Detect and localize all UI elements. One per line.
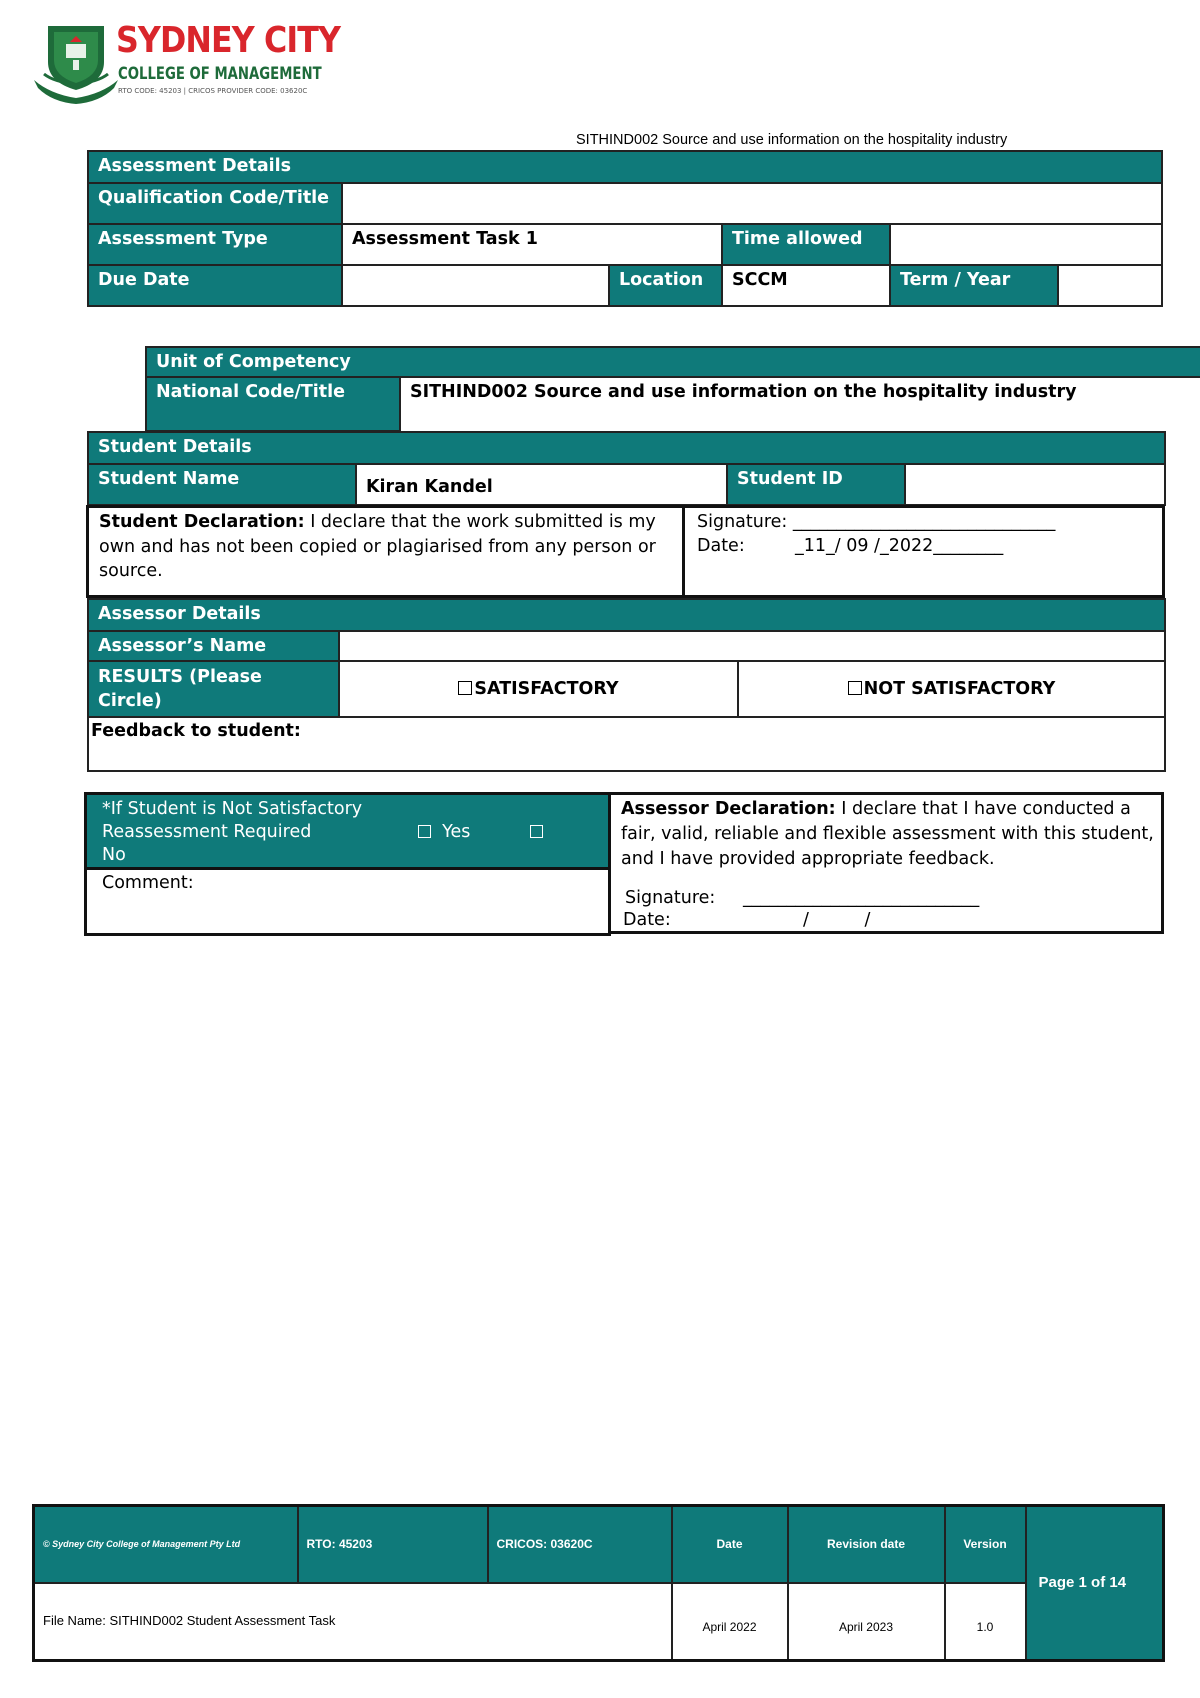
footer-revision-label: Revision date — [788, 1506, 945, 1583]
footer-file-name: File Name: SITHIND002 Student Assessment Task — [34, 1583, 672, 1661]
term-year-label: Term / Year — [890, 265, 1058, 306]
not-satisfactory-option[interactable] — [738, 661, 1165, 717]
student-details-table — [87, 431, 1166, 506]
student-declaration-statement: I declare that the work submitted is my own and has not been copied or plagiarised from any person or source. — [99, 512, 656, 581]
satisfactory-checkbox[interactable] — [458, 681, 472, 695]
footer-page-number: Page 1 of 14 — [1026, 1506, 1164, 1661]
assessment-details-heading: Assessment Details — [88, 151, 1162, 183]
student-date-label: Date: — [697, 536, 745, 556]
results-label: RESULTS (Please Circle) — [88, 661, 339, 717]
qualification-label: Qualification Code/Title — [88, 183, 342, 224]
college-name: SYDNEY CITY — [116, 20, 341, 61]
student-declaration-text — [99, 510, 679, 584]
student-details-heading: Student Details — [88, 432, 1165, 464]
crest-icon — [30, 22, 122, 104]
college-codes: RTO CODE: 45203 | CRICOS PROVIDER CODE: 03620C — [118, 87, 308, 95]
footer-date-value: April 2022 — [672, 1583, 788, 1661]
assessor-name-label: Assessor’s Name — [88, 631, 339, 661]
assessor-signature-label: Signature: — [625, 888, 716, 908]
assessment-type-value: Assessment Task 1 — [342, 224, 722, 265]
assessor-details-heading: Assessor Details — [88, 599, 1165, 631]
student-name-value: Kiran Kandel — [356, 464, 727, 505]
reassessment-box — [84, 792, 611, 936]
student-declaration-divider — [682, 508, 685, 596]
assessor-declaration-text — [621, 797, 1161, 872]
college-logo — [30, 22, 350, 102]
footer-revision-value: April 2023 — [788, 1583, 945, 1661]
footer-cricos: CRICOS: 03620C — [488, 1506, 672, 1583]
assessment-details-table — [87, 150, 1163, 307]
student-signature-row[interactable] — [697, 510, 1055, 534]
national-code-label: National Code/Title — [146, 377, 400, 431]
reassessment-line1: *If Student is Not Satisfactory — [102, 799, 363, 819]
not-satisfactory-label: NOT SATISFACTORY — [863, 679, 1056, 699]
assessor-date-value[interactable]: / / — [803, 910, 871, 930]
assessor-details-table — [87, 598, 1166, 772]
student-signature-label: Signature: — [697, 512, 788, 532]
location-label: Location — [609, 265, 722, 306]
student-declaration-box — [86, 505, 1165, 598]
time-allowed-label: Time allowed — [722, 224, 890, 265]
location-value: SCCM — [722, 265, 890, 306]
reassessment-no-checkbox[interactable] — [530, 825, 543, 838]
footer-copyright: © Sydney City College of Management Pty Ltd — [34, 1506, 298, 1583]
time-allowed-field[interactable] — [890, 224, 1162, 265]
student-signature-line[interactable]: ______________________________ — [792, 512, 1056, 532]
assessor-declaration-statement: I declare that I have conducted a fair, valid, reliable and flexible assessment with this student, and I have provided appropriate feedback. — [621, 799, 1154, 869]
assessor-date-row[interactable] — [623, 909, 870, 931]
reassessment-yes-label: Yes — [442, 822, 471, 842]
reassessment-required-label: Reassessment Required — [102, 822, 312, 842]
student-id-field[interactable] — [905, 464, 1165, 505]
assessor-date-label: Date: — [623, 910, 671, 930]
term-year-field[interactable] — [1058, 265, 1162, 306]
student-id-label: Student ID — [727, 464, 905, 505]
due-date-field[interactable] — [342, 265, 609, 306]
page-footer-table — [32, 1504, 1165, 1662]
qualification-field[interactable] — [342, 183, 1162, 224]
assessor-name-field[interactable] — [339, 631, 1165, 661]
comment-label[interactable]: Comment: — [102, 873, 194, 893]
unit-of-competency-table — [145, 346, 1200, 432]
student-declaration-label: Student Declaration: — [99, 512, 305, 532]
reassessment-header — [87, 795, 608, 867]
satisfactory-label: SATISFACTORY — [474, 679, 619, 699]
feedback-field[interactable] — [88, 717, 1165, 771]
national-code-value: SITHIND002 Source and use information on the hospitality industry — [400, 377, 1200, 431]
due-date-label: Due Date — [88, 265, 342, 306]
assessor-declaration-label: Assessor Declaration: — [621, 799, 836, 819]
student-date-row[interactable] — [697, 534, 1003, 558]
not-satisfactory-checkbox[interactable] — [848, 681, 862, 695]
feedback-label: Feedback to student: — [91, 721, 301, 741]
reassessment-yes-checkbox[interactable] — [418, 825, 431, 838]
footer-version-label: Version — [945, 1506, 1026, 1583]
reassessment-no-label: No — [102, 845, 126, 865]
assessor-signature-row[interactable] — [625, 887, 979, 909]
footer-rto: RTO: 45203 — [298, 1506, 488, 1583]
footer-date-label: Date — [672, 1506, 788, 1583]
assessment-type-label: Assessment Type — [88, 224, 342, 265]
footer-version-value: 1.0 — [945, 1583, 1026, 1661]
reassessment-header-rule — [87, 867, 608, 870]
reassessment-line2 — [102, 821, 608, 844]
assessor-declaration-box — [608, 792, 1164, 934]
satisfactory-option[interactable] — [339, 661, 738, 717]
student-name-label: Student Name — [88, 464, 356, 505]
unit-heading: Unit of Competency — [146, 347, 1200, 377]
assessor-signature-line[interactable]: ___________________________ — [743, 888, 980, 908]
student-date-value[interactable]: _11_/ 09 /_2022________ — [795, 536, 1004, 556]
college-subtitle: COLLEGE OF MANAGEMENT — [118, 64, 322, 84]
page-header-unit: SITHIND002 Source and use information on the hospitality industry — [576, 132, 1008, 148]
